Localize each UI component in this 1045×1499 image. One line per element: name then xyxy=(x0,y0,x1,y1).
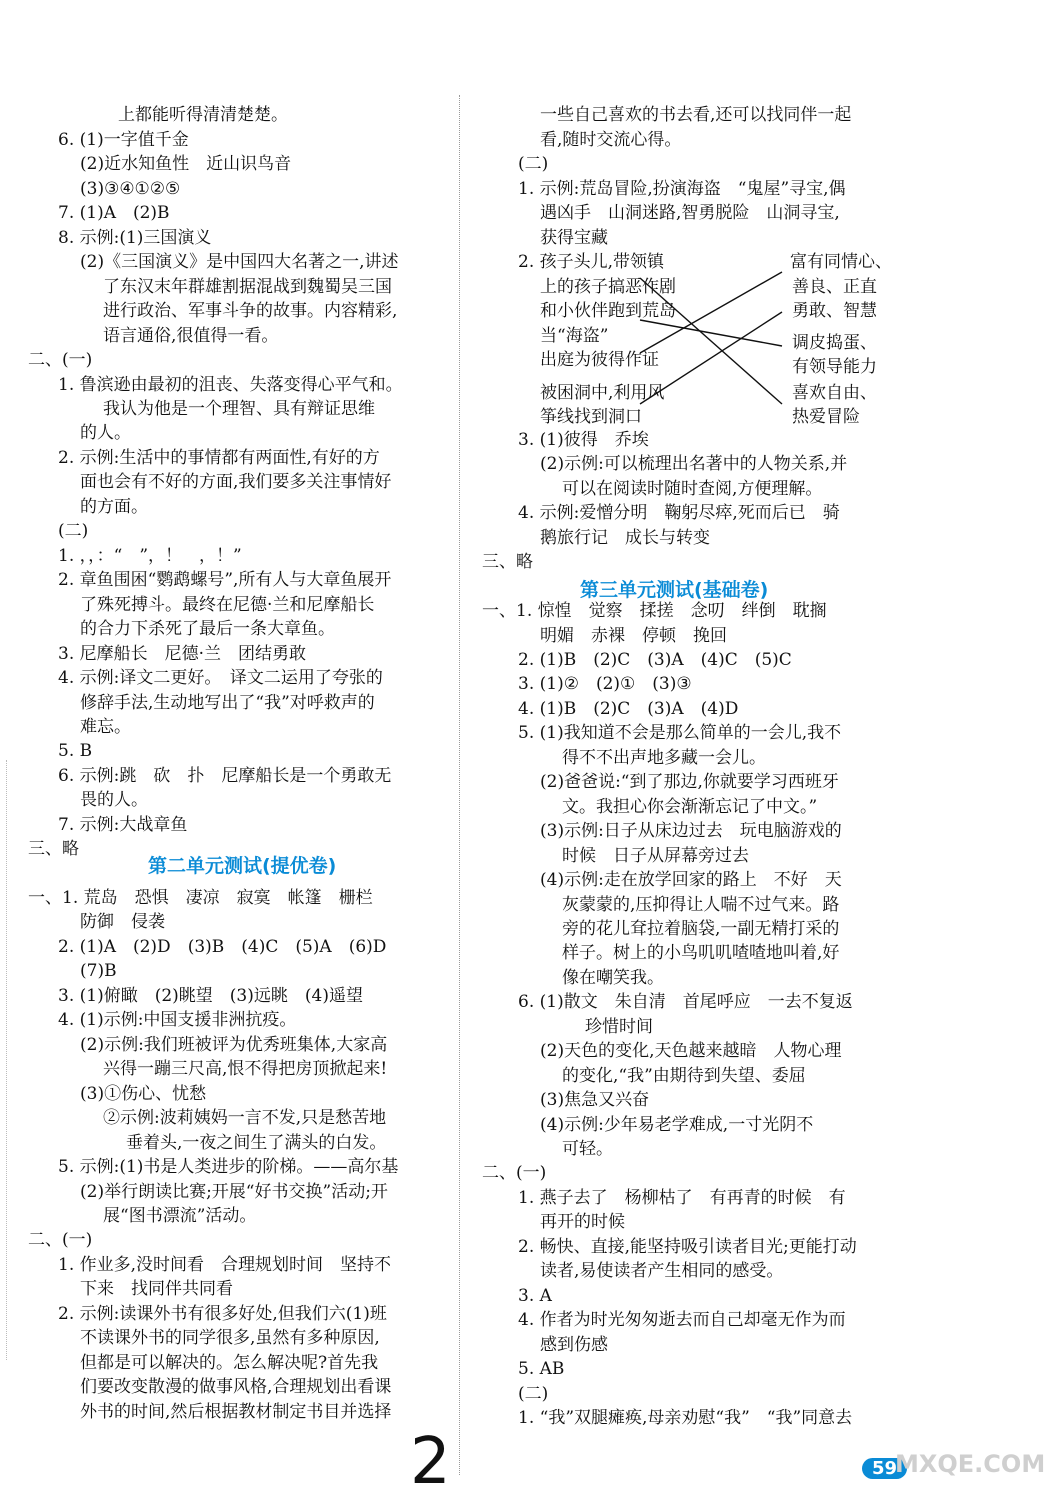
answer-line: 1. 鲁滨逊由最初的沮丧、失落变得心平气和。 xyxy=(58,375,403,395)
answer-line: 富有同情心、 xyxy=(790,252,892,272)
answer-line: 我认为他是一个理智、具有辩证思维 xyxy=(103,399,375,419)
answer-line: (2)示例:可以梳理出名著中的人物关系,并 xyxy=(540,454,848,474)
answer-line: 感到伤感 xyxy=(540,1335,608,1355)
answer-line: (二) xyxy=(518,1384,549,1404)
answer-line: (2)爸爸说:“到了那边,你就要学习西班牙 xyxy=(540,772,839,792)
answer-line: 了东汉末年群雄割据混战到魏蜀吴三国 xyxy=(103,277,392,297)
answer-line: 1. 作业多,没时间看 合理规划时间 坚持不 xyxy=(58,1255,392,1275)
answer-line: 2. 示例:生活中的事情都有两面性,有好的方 xyxy=(58,448,380,468)
answer-line: 二、(一) xyxy=(482,1163,547,1183)
answer-line: 了殊死搏斗。最终在尼德·兰和尼摩船长 xyxy=(80,595,375,615)
page-number: 59 xyxy=(862,1458,907,1479)
answer-line: 垂着头,一夜之间生了满头的白发。 xyxy=(126,1133,387,1153)
answer-line: 调皮捣蛋、 xyxy=(792,333,877,353)
answer-line: 明媚 赤裸 停顿 挽回 xyxy=(540,626,727,646)
answer-line: 当“海盗” xyxy=(540,326,609,346)
answer-line: 可以在阅读时随时查阅,方便理解。 xyxy=(562,479,823,499)
answer-line: (4)示例:少年易老学难成,一寸光阴不 xyxy=(540,1115,814,1135)
answer-line: 看,随时交流心得。 xyxy=(540,130,682,150)
answer-line: 4. (1)示例:中国支援非洲抗疫。 xyxy=(58,1010,297,1030)
answer-line: 8. 示例:(1)三国演义 xyxy=(58,228,212,248)
handwritten-mark: 2 xyxy=(410,1425,451,1499)
answer-line: 一些自己喜欢的书去看,还可以找同伴一起 xyxy=(540,105,852,125)
answer-line: 二、(一) xyxy=(28,1230,93,1250)
answer-line: 1. 燕子去了 杨柳枯了 有再青的时候 有 xyxy=(518,1188,846,1208)
answer-line: 6. (1)一字值千金 xyxy=(58,130,189,150)
answer-line: 2. (1)A (2)D (3)B (4)C (5)A (6)D xyxy=(58,937,387,957)
answer-line: 2. 孩子头儿,带领镇 xyxy=(518,252,665,272)
answer-line: 1. ，，：“ ”，！ ，！” xyxy=(58,546,242,566)
answer-line: 的合力下杀死了最后一条大章鱼。 xyxy=(80,619,335,639)
answer-line: 鹅旅行记 成长与转变 xyxy=(540,528,710,548)
answer-line: 出庭为彼得作证 xyxy=(540,350,659,370)
watermark: MXQE.COM xyxy=(895,1450,1045,1478)
unit-3-title: 第三单元测试(基础卷) xyxy=(580,579,769,601)
answer-line: 4. 示例:爱憎分明 鞠躬尽瘁,死而后已 骑 xyxy=(518,503,840,523)
answer-line: 一、1. 惊惶 觉察 揉搓 念叨 绊倒 耽搁 xyxy=(482,601,827,621)
answer-line: 1. “我”双腿瘫痪,母亲劝慰“我” “我”同意去 xyxy=(518,1408,853,1428)
answer-line: (2)举行朗读比赛;开展“好书交换”活动;开 xyxy=(80,1182,388,1202)
answer-line: 外书的时间,然后根据教材制定书目并选择 xyxy=(80,1402,392,1422)
answer-line: 畏的人。 xyxy=(80,790,148,810)
answer-line: (3)焦急又兴奋 xyxy=(540,1090,650,1110)
answer-line: (2)天色的变化,天色越来越暗 人物心理 xyxy=(540,1041,842,1061)
answer-line: 2. 章鱼围困“鹦鹉螺号”,所有人与大章鱼展开 xyxy=(58,570,392,590)
answer-line: (2)近水知鱼性 近山识鸟音 xyxy=(80,154,292,174)
answer-line: 珍惜时间 xyxy=(585,1017,653,1037)
answer-line: 的方面。 xyxy=(80,497,148,517)
answer-line: (3)③④①②⑤ xyxy=(80,179,181,199)
answer-line: 4. 示例:译文二更好。 译文二运用了夸张的 xyxy=(58,668,383,688)
answer-line: 得不不出声地多藏一会儿。 xyxy=(562,748,766,768)
unit-2-title: 第二单元测试(提优卷) xyxy=(148,855,337,877)
answer-line: (3)①伤心、忧愁 xyxy=(80,1084,207,1104)
page-edge-dots xyxy=(6,760,7,1360)
answer-line: (7)B xyxy=(80,961,117,981)
answer-line: 的人。 xyxy=(80,423,131,443)
answer-line: 5. B xyxy=(58,741,93,761)
answer-line: 防御 侵袭 xyxy=(80,912,165,932)
answer-line: 三、略 xyxy=(482,552,533,572)
answer-line: 可轻。 xyxy=(562,1139,613,1159)
answer-line: 3. (1)② (2)① (3)③ xyxy=(518,674,692,694)
column-divider xyxy=(459,95,460,1475)
answer-line: 喜欢自由、 xyxy=(792,383,877,403)
answer-line: 善良、正直 xyxy=(792,277,877,297)
answer-line: 6. (1)散文 朱自清 首尾呼应 一去不复返 xyxy=(518,992,853,1012)
answer-line: 但都是可以解决的。怎么解决呢?首先我 xyxy=(80,1353,379,1373)
answer-line: 展“图书漂流”活动。 xyxy=(103,1206,257,1226)
answer-line: 时候 日子从屏幕旁过去 xyxy=(562,846,749,866)
answer-line: 兴得一蹦三尺高,恨不得把房顶掀起来! xyxy=(103,1059,388,1079)
answer-line: (二) xyxy=(518,154,549,174)
answer-line: 像在嘲笑我。 xyxy=(562,968,664,988)
answer-line: (3)示例:日子从床边过去 玩电脑游戏的 xyxy=(540,821,842,841)
answer-line: 上的孩子搞恶作剧 xyxy=(540,277,676,297)
answer-line: 旁的花儿耷拉着脑袋,一副无精打采的 xyxy=(562,919,840,939)
answer-line: 2. 示例:读课外书有很多好处,但我们六(1)班 xyxy=(58,1304,387,1324)
answer-line: 6. 示例:跳 砍 扑 尼摩船长是一个勇敢无 xyxy=(58,766,392,786)
answer-line: 不读课外书的同学很多,虽然有多种原因, xyxy=(80,1328,380,1348)
match-line xyxy=(640,312,782,404)
answer-line: 有领导能力 xyxy=(792,357,877,377)
answer-line: 三、略 xyxy=(28,839,79,859)
answer-line: 3. (1)彼得 乔埃 xyxy=(518,430,649,450)
answer-line: 面也会有不好的方面,我们要多关注事情好 xyxy=(80,472,392,492)
answer-line: 3. A xyxy=(518,1286,552,1306)
match-line xyxy=(640,320,782,346)
answer-line: 3. (1)俯瞰 (2)眺望 (3)远眺 (4)遥望 xyxy=(58,986,363,1006)
answer-line: ②示例:波莉姨妈一言不发,只是愁苦地 xyxy=(103,1108,387,1128)
answer-line: 获得宝藏 xyxy=(540,228,608,248)
answer-line: 遇凶手 山洞迷路,智勇脱险 山洞寻宝, xyxy=(540,203,840,223)
answer-line: 2. 畅快、直接,能坚持吸引读者目光;更能打动 xyxy=(518,1237,857,1257)
answer-line: 们要改变散漫的做事风格,合理规划出看课 xyxy=(80,1377,392,1397)
answer-line: 下来 找同伴共同看 xyxy=(80,1279,233,1299)
answer-line: 难忘。 xyxy=(80,717,131,737)
answer-line: 3. 尼摩船长 尼德·兰 团结勇敢 xyxy=(58,644,307,664)
answer-line: (2)示例:我们班被评为优秀班集体,大家高 xyxy=(80,1035,388,1055)
answer-line: 二、(一) xyxy=(28,350,93,370)
answer-line: 修辞手法,生动地写出了“我”对呼救声的 xyxy=(80,693,375,713)
answer-line: 热爱冒险 xyxy=(792,407,860,427)
answer-line: 筝线找到洞口 xyxy=(540,407,642,427)
answer-line: 勇敢、智慧 xyxy=(792,301,877,321)
answer-line: 7. (1)A (2)B xyxy=(58,203,170,223)
answer-line: 的变化,“我”由期待到失望、委屈 xyxy=(562,1066,806,1086)
answer-line: 进行政治、军事斗争的故事。内容精彩, xyxy=(103,301,398,321)
answer-line: 4. 作者为时光匆匆逝去而自己却毫无作为而 xyxy=(518,1310,846,1330)
answer-line: 一、1. 荒岛 恐惧 凄凉 寂寞 帐篷 栅栏 xyxy=(28,888,373,908)
answer-line: (二) xyxy=(58,521,89,541)
answer-line: 上都能听得清清楚楚。 xyxy=(118,105,288,125)
answer-line: 7. 示例:大战章鱼 xyxy=(58,815,188,835)
answer-line: 4. (1)B (2)C (3)A (4)D xyxy=(518,699,739,719)
answer-line: 被困洞中,利用风 xyxy=(540,383,665,403)
answer-line: 5. AB xyxy=(518,1359,565,1379)
answer-line: 语言通俗,很值得一看。 xyxy=(103,326,279,346)
answer-line: 灰蒙蒙的,压抑得让人喘不过气来。路 xyxy=(562,895,840,915)
answer-line: 2. (1)B (2)C (3)A (4)C (5)C xyxy=(518,650,792,670)
answer-line: (4)示例:走在放学回家的路上 不好 天 xyxy=(540,870,842,890)
matching-lines xyxy=(640,268,790,418)
answer-line: 和小伙伴跑到荒岛 xyxy=(540,301,676,321)
answer-line: 1. 示例:荒岛冒险,扮演海盗 “鬼屋”寻宝,偶 xyxy=(518,179,846,199)
answer-line: 样子。树上的小鸟叽叽喳喳地叫着,好 xyxy=(562,943,840,963)
answer-line: 读者,易使读者产生相同的感受。 xyxy=(540,1261,784,1281)
answer-line: (2)《三国演义》是中国四大名著之一,讲述 xyxy=(80,252,399,272)
answer-line: 5. (1)我知道不会是那么简单的一会儿,我不 xyxy=(518,723,842,743)
answer-line: 再开的时候 xyxy=(540,1212,625,1232)
answer-line: 文。我担心你会渐渐忘记了中文。” xyxy=(562,797,818,817)
answer-line: 5. 示例:(1)书是人类进步的阶梯。——高尔基 xyxy=(58,1157,399,1177)
